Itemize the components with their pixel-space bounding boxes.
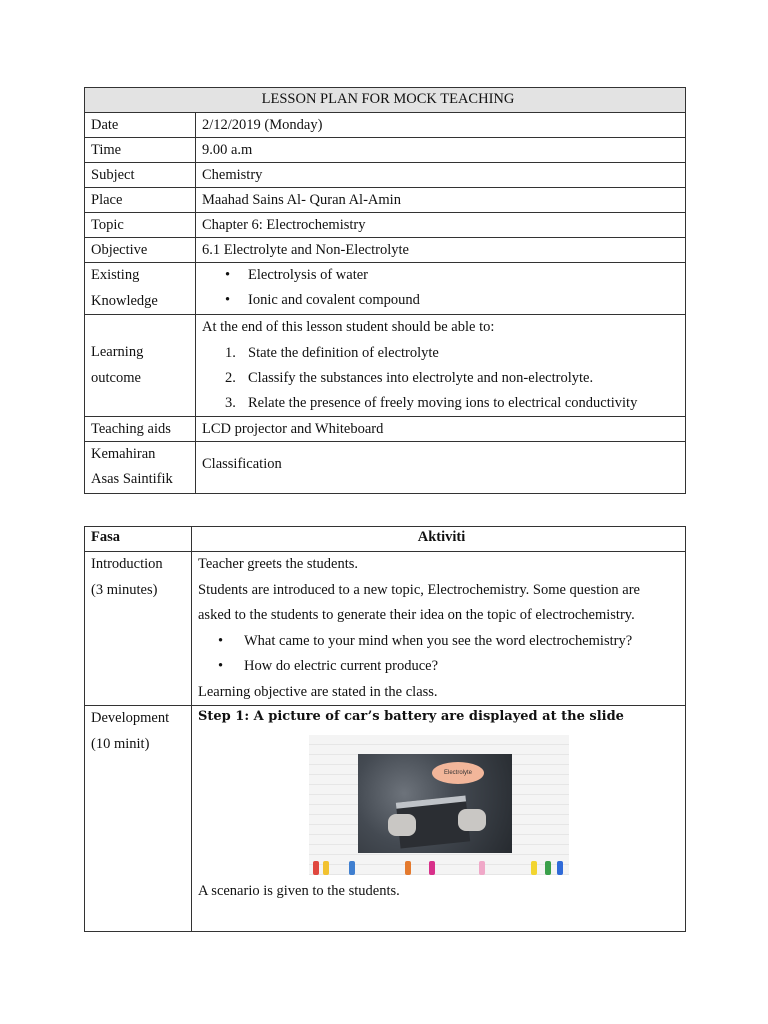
pencil (545, 861, 551, 875)
table-row (85, 706, 686, 932)
label-line: Existing (91, 267, 140, 283)
list-item (202, 341, 685, 366)
activity-introduction (192, 552, 686, 706)
activity-table (84, 526, 686, 932)
table-row (85, 315, 686, 417)
phase-label: Introduction (91, 556, 163, 572)
row-label-date: Date (85, 113, 196, 138)
pencil (429, 861, 435, 875)
pencil (479, 861, 485, 875)
hand-shape (458, 809, 486, 831)
list-item (202, 391, 685, 416)
header-fasa: Fasa (85, 527, 192, 552)
list-number: 1. (225, 344, 236, 361)
row-label-topic: Topic (85, 213, 196, 238)
car-battery-image (309, 735, 569, 875)
row-label-existing-knowledge (85, 263, 196, 315)
row-label-place: Place (85, 188, 196, 213)
phase-development (85, 706, 192, 932)
phase-label: Development (91, 710, 170, 726)
label-line: Asas Saintifik (91, 471, 173, 487)
electrolyte-bubble: Electrolyte (432, 762, 484, 784)
activity-line: Teacher greets the students. (198, 556, 359, 572)
label-line: Knowledge (91, 292, 158, 309)
list-item: • Ionic and covalent compound (202, 288, 685, 313)
row-value-place: Maahad Sains Al- Quran Al-Amin (196, 188, 686, 213)
row-label-learning-outcome (85, 315, 196, 417)
list-item: • What came to your mind when you see the word electrochemistry? (198, 629, 685, 655)
table-row (85, 113, 686, 138)
list-number: 3. (225, 394, 236, 411)
table-row (85, 552, 686, 706)
label-line: Kemahiran (91, 445, 156, 462)
table-row (85, 213, 686, 238)
lesson-plan-title: LESSON PLAN FOR MOCK TEACHING (85, 88, 686, 113)
list-item (202, 366, 685, 391)
table-row (85, 416, 686, 441)
pencils-decoration (309, 861, 569, 875)
hand-shape (388, 814, 416, 836)
pencil (349, 861, 355, 875)
table-row (85, 441, 686, 493)
pencil (323, 861, 329, 875)
row-value-objective: 6.1 Electrolyte and Non-Electrolyte (196, 238, 686, 263)
list-text: Relate the presence of freely moving ions to electrical conductivity (248, 394, 638, 411)
row-value-existing-knowledge (196, 263, 686, 315)
lesson-plan-table (84, 87, 686, 494)
learning-outcome-intro: At the end of this lesson student should be able to: (202, 319, 495, 335)
row-value-teaching-aids: LCD projector and Whiteboard (196, 416, 686, 441)
list-text: State the definition of electrolyte (248, 344, 439, 361)
row-value-subject: Chemistry (196, 163, 686, 188)
pencil (531, 861, 537, 875)
pencil (313, 861, 319, 875)
label-line: outcome (91, 369, 141, 386)
step-heading: Step 1: A picture of car’s battery are displayed at the slide (198, 709, 624, 724)
table-row (85, 238, 686, 263)
phase-duration: (3 minutes) (91, 581, 158, 598)
list-number: 2. (225, 369, 236, 386)
activity-line: asked to the students to generate their idea on the topic of electrochemistry. (198, 607, 635, 623)
table-header-row (85, 527, 686, 552)
scenario-text: A scenario is given to the students. (198, 883, 400, 899)
label-line: Learning (91, 344, 144, 360)
battery-photo (358, 754, 512, 853)
activity-development (192, 706, 686, 932)
list-item: • How do electric current produce? (198, 654, 685, 680)
row-label-time: Time (85, 138, 196, 163)
row-value-date: 2/12/2019 (Monday) (196, 113, 686, 138)
pencil (557, 861, 563, 875)
table-row (85, 263, 686, 315)
phase-duration: (10 minit) (91, 735, 150, 752)
row-label-subject: Subject (85, 163, 196, 188)
row-label-teaching-aids: Teaching aids (85, 416, 196, 441)
activity-line: Learning objective are stated in the class. (198, 683, 438, 700)
row-value-topic: Chapter 6: Electrochemistry (196, 213, 686, 238)
table-row (85, 188, 686, 213)
row-value-learning-outcome (196, 315, 686, 417)
row-value-time: 9.00 a.m (196, 138, 686, 163)
row-label-kemahiran (85, 441, 196, 493)
learning-outcome-list (202, 341, 685, 416)
list-text: Classify the substances into electrolyte and non-electrolyte. (248, 369, 594, 386)
table-row (85, 163, 686, 188)
pencil (405, 861, 411, 875)
header-aktiviti: Aktiviti (192, 527, 686, 552)
activity-line: Students are introduced to a new topic, Electrochemistry. Some question are (198, 581, 640, 598)
row-label-objective: Objective (85, 238, 196, 263)
row-value-kemahiran: Classification (196, 441, 686, 493)
table-row (85, 138, 686, 163)
list-item: • Electrolysis of water (202, 263, 685, 288)
phase-introduction (85, 552, 192, 706)
existing-knowledge-list (202, 263, 685, 313)
